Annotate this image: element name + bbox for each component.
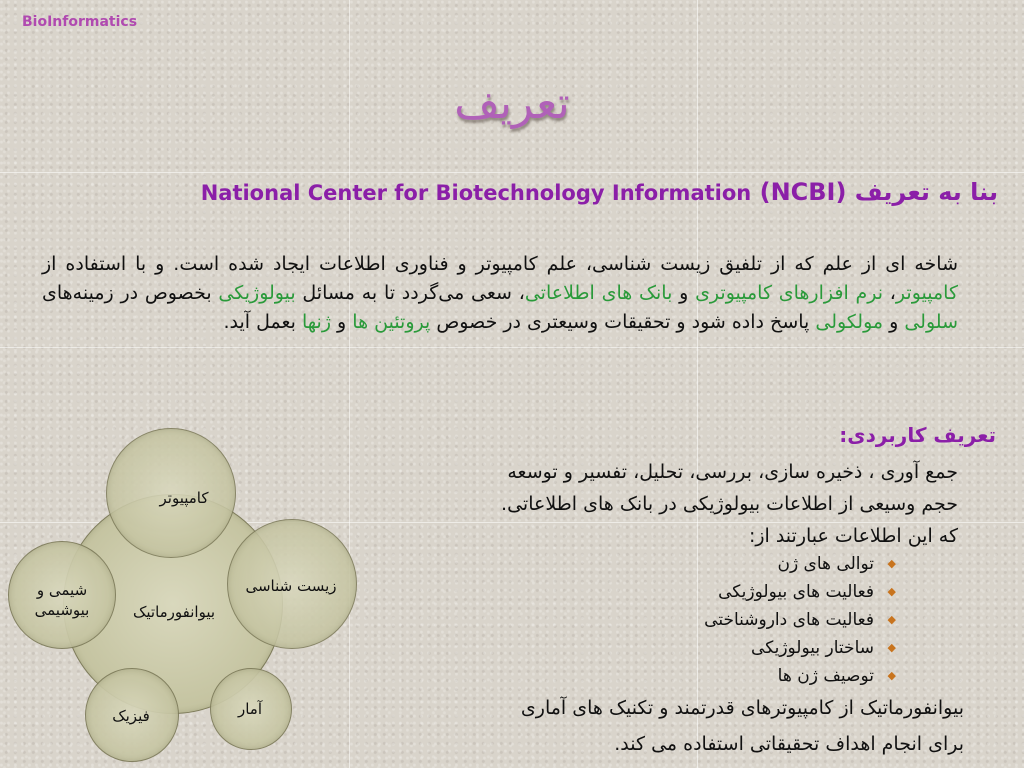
list-item [704, 606, 896, 634]
diamond-bullet-icon: ◆ [887, 641, 896, 654]
ncbi-open-paren: ( [759, 178, 771, 206]
list-item-label: توصیف ژن ها [777, 666, 874, 686]
definition-text: ، [883, 282, 896, 304]
list-item-label: فعالیت های داروشناختی [704, 610, 874, 630]
applied-line: که این اطلاعات عبارتند از: [748, 525, 958, 547]
chemistry-label-1: شیمی و [36, 581, 88, 599]
diamond-bullet-icon: ◆ [887, 557, 896, 570]
list-item [704, 578, 896, 606]
term-databases: بانک های اطلاعاتی [524, 282, 673, 304]
list-item-label: ساختار بیولوژیکی [751, 638, 874, 658]
chemistry-label-2: بیوشیمی [34, 601, 90, 619]
summary-text [344, 690, 964, 762]
applied-line: جمع آوری ، ذخیره سازی، بررسی، تحلیل، تفسیر و توسعه [507, 461, 958, 483]
list-item-label: توالی های ژن [777, 554, 874, 574]
term-biological: بیولوژیکی [218, 282, 296, 304]
summary-line: بیوانفورماتیک از کامپیوترهای قدرتمند و تکنیک های آماری [520, 697, 964, 719]
center-label: بیوانفورماتیک [132, 603, 216, 621]
ncbi-heading [201, 178, 998, 206]
term-software: نرم افزارهای کامپیوتری [695, 282, 884, 304]
definition-text: و [672, 282, 696, 304]
definition-text: شاخه ای از علم که از تلفیق زیست شناسی، علم کامپیوتر و فناوری اطلاعات ایجاد شده است. و با استفاده از [42, 253, 958, 275]
applied-line: حجم وسیعی از اطلاعات بیولوژیکی در بانک های اطلاعاتی. [501, 493, 958, 515]
definition-paragraph [42, 250, 958, 337]
term-computer: کامپیوتر [895, 282, 958, 304]
computer-label: کامپیوتر [159, 489, 209, 507]
grid-line [0, 172, 1024, 173]
definition-text: ، سعی می‌گردد تا به مسائل [295, 282, 525, 304]
biology-label: زیست شناسی [245, 577, 337, 595]
ncbi-prefix: بنا به تعریف ( [835, 178, 998, 206]
applied-description [338, 456, 958, 552]
list-item [704, 662, 896, 690]
definition-text: پاسخ داده شود و تحقیقات وسیعتری در خصوص [430, 311, 816, 333]
diamond-bullet-icon: ◆ [887, 669, 896, 682]
brand-label: BioInformatics [22, 14, 138, 30]
term-genes: ژنها [302, 311, 332, 333]
diamond-bullet-icon: ◆ [887, 613, 896, 626]
ncbi-full-name: National Center for Biotechnology Information [200, 181, 752, 205]
data-types-list [704, 550, 896, 690]
ncbi-abbr: NCBI [770, 178, 836, 206]
term-cellular: سلولی [904, 311, 958, 333]
statistics-label: آمار [237, 700, 263, 718]
term-proteins: پروتئین ها [352, 311, 431, 333]
definition-text: و [331, 311, 353, 333]
diamond-bullet-icon: ◆ [887, 585, 896, 598]
summary-line: برای انجام اهداف تحقیقاتی استفاده می کند. [614, 733, 964, 755]
definition-text: بخصوص در زمینه‌های [42, 282, 219, 304]
applied-heading: تعریف کاربردی: [839, 423, 996, 447]
physics-label: فیزیک [112, 707, 150, 725]
definition-text: و [883, 311, 905, 333]
grid-line [0, 347, 1024, 348]
list-item-label: فعالیت های بیولوژیکی [718, 582, 874, 602]
list-item [704, 550, 896, 578]
list-item [704, 634, 896, 662]
term-molecular: مولکولی [815, 311, 884, 333]
page-title: تعریف [454, 78, 570, 129]
definition-text: بعمل آید. [223, 311, 302, 333]
